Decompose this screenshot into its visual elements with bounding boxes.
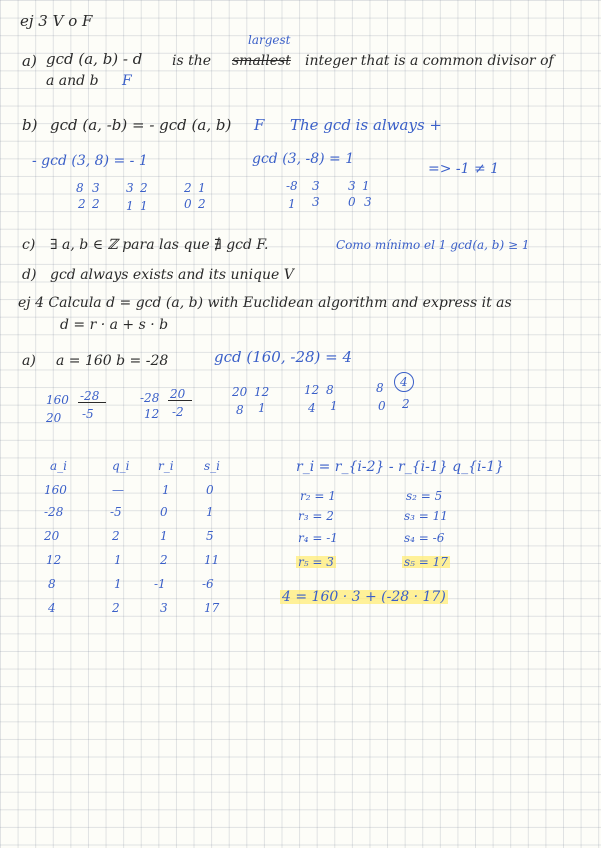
q4-div2-divisor: 20 bbox=[170, 387, 186, 401]
table-header-r: r_i bbox=[158, 459, 174, 473]
q4-div2-remainder: 12 bbox=[144, 407, 160, 421]
q3b-label: b) bbox=[22, 116, 38, 134]
q3b-lhs: gcd (a, -b) = - gcd (a, b) bbox=[50, 116, 232, 134]
q3c-note: Como mínimo el 1 gcd(a, b) ≥ 1 bbox=[336, 238, 530, 252]
table-row-5-s: -6 bbox=[202, 577, 214, 591]
r-value-2: r₂ = 1 bbox=[300, 489, 336, 503]
q3a-rest: integer that is a common divisor of bbox=[305, 53, 554, 69]
div1-quotient: 2 bbox=[92, 197, 100, 211]
table-row-3-s: 5 bbox=[206, 529, 214, 543]
table-row-2-a: -28 bbox=[44, 505, 64, 519]
s-value-4: s₄ = -6 bbox=[404, 531, 445, 545]
table-row-6-a: 4 bbox=[48, 601, 56, 615]
table-row-3-q: 2 bbox=[112, 529, 120, 543]
exercise-3-title: ej 3 V o F bbox=[20, 12, 93, 30]
q3a-is-the: is the bbox=[172, 53, 212, 69]
q4-div3-dividend: 20 bbox=[232, 385, 248, 399]
div4-quotient: 3 bbox=[312, 195, 320, 209]
div2-divisor: 2 bbox=[140, 181, 148, 195]
q3d-text: gcd always exists and its unique V bbox=[50, 267, 294, 283]
q4-div1-remainder: 20 bbox=[46, 411, 62, 425]
table-row-3-a: 20 bbox=[44, 529, 60, 543]
gcd-circle-icon bbox=[394, 372, 414, 392]
table-row-6-q: 2 bbox=[112, 601, 120, 615]
q4a-givens: a = 160 b = -28 bbox=[56, 353, 169, 369]
table-row-4-q: 1 bbox=[114, 553, 122, 567]
table-header-s: s_i bbox=[204, 459, 220, 473]
q4-div5-divisor: 4 bbox=[400, 375, 408, 389]
table-row-6-r: 3 bbox=[160, 601, 168, 615]
exercise-4-title: ej 4 Calcula d = gcd (a, b) with Euclidean algorithm and express it as bbox=[18, 295, 512, 311]
q3b-note: The gcd is always + bbox=[290, 116, 442, 134]
q3d-label: d) bbox=[22, 267, 37, 283]
q3c-text: ∃ a, b ∈ ℤ para las que ∄ gcd F. bbox=[50, 237, 269, 253]
div5-dividend: 3 bbox=[348, 179, 356, 193]
q3a-correction: largest bbox=[248, 33, 291, 47]
q4-div4-remainder: 4 bbox=[308, 401, 316, 415]
table-row-2-r: 0 bbox=[160, 505, 168, 519]
table-row-4-r: 2 bbox=[160, 553, 168, 567]
q4-div5-remainder: 0 bbox=[378, 399, 386, 413]
r-value-4: r₄ = -1 bbox=[298, 531, 338, 545]
table-row-1-a: 160 bbox=[44, 483, 67, 497]
r-value-3: r₃ = 2 bbox=[298, 509, 334, 523]
div1-dividend: 8 bbox=[76, 181, 84, 195]
div4-remainder: 1 bbox=[288, 197, 296, 211]
q4a-label: a) bbox=[22, 353, 36, 369]
div5-divisor: 1 bbox=[362, 179, 370, 193]
table-row-6-s: 17 bbox=[204, 601, 220, 615]
q3a-label: a) bbox=[22, 52, 37, 70]
q4-div1-divisor: -28 bbox=[80, 389, 100, 403]
table-row-5-a: 8 bbox=[48, 577, 56, 591]
q3a-line2: a and b bbox=[46, 73, 99, 89]
table-row-5-q: 1 bbox=[114, 577, 122, 591]
q3b-implication: => -1 ≠ 1 bbox=[428, 161, 500, 177]
table-header-a: a_i bbox=[50, 459, 67, 473]
s-value-2: s₂ = 5 bbox=[406, 489, 443, 503]
q3c-label: c) bbox=[22, 237, 36, 253]
q4a-gcd-result: gcd (160, -28) = 4 bbox=[214, 348, 353, 366]
q3b-example-2: gcd (3, -8) = 1 bbox=[252, 151, 355, 167]
div5-quotient: 3 bbox=[364, 195, 372, 209]
recurrence-formula: r_i = r_{i-2} - r_{i-1} q_{i-1} bbox=[296, 459, 505, 475]
q4-div2-dividend: -28 bbox=[140, 391, 160, 405]
table-row-2-q: -5 bbox=[110, 505, 122, 519]
q3b-mark: F bbox=[254, 116, 265, 134]
exercise-4-formula: d = r · a + s · b bbox=[60, 317, 169, 333]
q4-div4-dividend: 12 bbox=[304, 383, 320, 397]
table-row-1-s: 0 bbox=[206, 483, 214, 497]
table-row-3-r: 1 bbox=[160, 529, 168, 543]
q4-div3-quotient: 1 bbox=[258, 401, 266, 415]
div3-quotient: 2 bbox=[198, 197, 206, 211]
q4-div3-divisor: 12 bbox=[254, 385, 270, 399]
table-row-5-r: -1 bbox=[154, 577, 166, 591]
q4-div4-quotient: 1 bbox=[330, 399, 338, 413]
div4-divisor: 3 bbox=[312, 179, 320, 193]
table-header-q: q_i bbox=[112, 459, 130, 473]
div1-remainder: 2 bbox=[78, 197, 86, 211]
q3a-crossed-word: smallest bbox=[232, 53, 291, 69]
div5-remainder: 0 bbox=[348, 195, 356, 209]
div2-dividend: 3 bbox=[126, 181, 134, 195]
div2-remainder: 1 bbox=[126, 199, 134, 213]
r-value-5: r₅ = 3 bbox=[298, 555, 334, 569]
div3-remainder: 0 bbox=[184, 197, 192, 211]
q3a-mark: F bbox=[122, 73, 132, 89]
table-row-2-s: 1 bbox=[206, 505, 214, 519]
final-expression: 4 = 160 · 3 + (-28 · 17) bbox=[282, 589, 446, 605]
q4-div5-quotient: 2 bbox=[402, 397, 410, 411]
q4-div1-quotient: -5 bbox=[82, 407, 94, 421]
s-value-3: s₃ = 11 bbox=[404, 509, 448, 523]
div4-dividend: -8 bbox=[286, 179, 298, 193]
q4-div3-remainder: 8 bbox=[236, 403, 244, 417]
table-row-1-q: — bbox=[112, 483, 124, 497]
q4-div2-quotient: -2 bbox=[172, 405, 184, 419]
table-row-4-s: 11 bbox=[204, 553, 220, 567]
q3b-example-1: - gcd (3, 8) = - 1 bbox=[32, 153, 148, 169]
table-row-1-r: 1 bbox=[162, 483, 170, 497]
s-value-5: s₅ = 17 bbox=[404, 555, 448, 569]
q4-div5-dividend: 8 bbox=[376, 381, 384, 395]
div3-divisor: 1 bbox=[198, 181, 206, 195]
q3a-lhs: gcd (a, b) - d bbox=[46, 50, 143, 68]
q4-div4-divisor: 8 bbox=[326, 383, 334, 397]
div1-divisor: 3 bbox=[92, 181, 100, 195]
div2-quotient: 1 bbox=[140, 199, 148, 213]
table-row-4-a: 12 bbox=[46, 553, 62, 567]
div3-dividend: 2 bbox=[184, 181, 192, 195]
q4-div1-dividend: 160 bbox=[46, 393, 69, 407]
